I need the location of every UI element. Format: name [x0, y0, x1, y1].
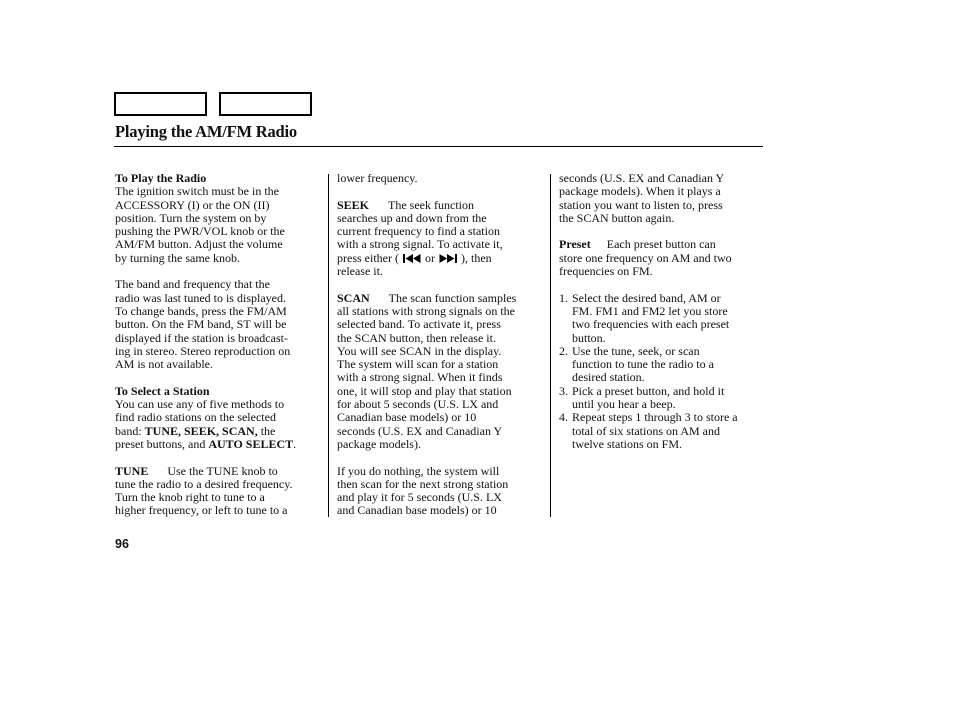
- list-item: 1. Select the desired band, AM or: [559, 290, 721, 305]
- text-line: The system will scan for a station: [337, 357, 499, 372]
- text-line: Canadian base models) or 10: [337, 410, 477, 425]
- text-line: and play it for 5 seconds (U.S. LX: [337, 490, 502, 505]
- text-line: You can use any of five methods to: [115, 397, 285, 412]
- text-line: The band and frequency that the: [115, 277, 270, 292]
- text-line: preset buttons, and AUTO SELECT.: [115, 436, 297, 451]
- text-line: TUNE Use the TUNE knob to: [115, 463, 278, 478]
- header-tab-box-2: [219, 92, 312, 116]
- title-divider: [114, 146, 763, 147]
- section-heading-select-station: To Select a Station: [115, 383, 210, 398]
- text-line: current frequency to find a station: [337, 224, 500, 239]
- list-item: 2. Use the tune, seek, or scan: [559, 343, 700, 358]
- text-line: station you want to listen to, press: [559, 197, 723, 212]
- text-line: then scan for the next strong station: [337, 476, 509, 491]
- text-line: all stations with strong signals on the: [337, 303, 515, 318]
- text-line: searches up and down from the: [337, 210, 487, 225]
- list-item-line: until you hear a beep.: [572, 397, 676, 412]
- text-line: AM is not available.: [115, 357, 213, 372]
- text-line: tune the radio to a desired frequency.: [115, 476, 293, 491]
- seek-label: SEEK: [337, 197, 370, 212]
- text-line: press either ( or ), then: [337, 250, 492, 265]
- text-line: with a strong signal. To activate it,: [337, 237, 503, 252]
- text-line: To change bands, press the FM/AM: [115, 303, 287, 318]
- list-item-line: twelve stations on FM.: [572, 436, 682, 451]
- list-item-line: desired station.: [572, 370, 645, 385]
- text-line: for about 5 seconds (U.S. LX and: [337, 397, 499, 412]
- text-line: store one frequency on AM and two: [559, 250, 732, 265]
- tune-label: TUNE: [115, 463, 149, 478]
- text-line: If you do nothing, the system will: [337, 463, 500, 478]
- text-line: radio was last tuned to is displayed.: [115, 290, 286, 305]
- text-line: AM/FM button. Adjust the volume: [115, 237, 283, 252]
- header-tab-box-1: [114, 92, 207, 116]
- text-line: by turning the same knob.: [115, 250, 240, 265]
- text-line: pushing the PWR/VOL knob or the: [115, 224, 285, 239]
- text-line: seconds (U.S. EX and Canadian Y: [559, 171, 725, 185]
- text-line: the SCAN button, then release it.: [337, 330, 496, 345]
- list-item-line: function to tune the radio to a: [572, 357, 714, 372]
- text-line: selected band. To activate it, press: [337, 317, 501, 332]
- text-line: one, it will stop and play that station: [337, 383, 512, 398]
- text-line: with a strong signal. When it finds: [337, 370, 503, 385]
- text-line: SEEK The seek function: [337, 197, 474, 212]
- text-column-1: [115, 172, 325, 518]
- text-line: position. Turn the system on by: [115, 210, 267, 225]
- text-line: button. On the FM band, ST will be: [115, 317, 287, 332]
- scan-label: SCAN: [337, 290, 370, 305]
- text-line: ing in stereo. Stereo reproduction on: [115, 343, 291, 358]
- page-title: Playing the AM/FM Radio: [115, 122, 297, 141]
- text-line: displayed if the station is broadcast-: [115, 330, 288, 345]
- preset-label: Preset: [559, 237, 591, 252]
- text-line: and Canadian base models) or 10: [337, 503, 497, 518]
- text-line: You will see SCAN in the display.: [337, 343, 502, 358]
- text-line: Preset Each preset button can: [559, 237, 716, 252]
- text-column-3: [559, 172, 764, 451]
- text-line: band: TUNE, SEEK, SCAN, the: [115, 423, 276, 438]
- text-line: ACCESSORY (I) or the ON (II): [115, 197, 270, 212]
- list-item-line: button.: [572, 330, 606, 345]
- text-line: higher frequency, or left to tune to a: [115, 503, 288, 518]
- text-column-2: [337, 172, 542, 518]
- text-line: SCAN The scan function samples: [337, 290, 517, 305]
- text-line: the SCAN button again.: [559, 210, 675, 225]
- text-line: frequencies on FM.: [559, 264, 653, 279]
- section-heading-play-radio: To Play the Radio: [115, 171, 207, 185]
- skip-back-icon: [403, 253, 421, 266]
- column-divider-1: [328, 174, 329, 517]
- text-line: find radio stations on the selected: [115, 410, 276, 425]
- page-number: 96: [115, 537, 129, 551]
- text-line: release it.: [337, 264, 383, 279]
- bold-auto-select: AUTO SELECT: [208, 436, 294, 451]
- skip-forward-icon: [439, 253, 457, 266]
- text-line: Turn the knob right to tune to a: [115, 490, 265, 505]
- bold-methods: TUNE, SEEK, SCAN,: [144, 423, 258, 438]
- column-divider-2: [550, 174, 551, 517]
- text-line: The ignition switch must be in the: [115, 184, 279, 199]
- text-line: lower frequency.: [337, 171, 418, 185]
- text-line: package models). When it plays a: [559, 184, 721, 199]
- text-line: seconds (U.S. EX and Canadian Y: [337, 423, 503, 438]
- text-line: package models).: [337, 436, 421, 451]
- list-item: 3. Pick a preset button, and hold it: [559, 383, 725, 398]
- list-item-line: FM. FM1 and FM2 let you store: [572, 303, 728, 318]
- list-item-line: two frequencies with each preset: [572, 317, 730, 332]
- list-item: 4. Repeat steps 1 through 3 to store a: [559, 410, 738, 425]
- list-item-line: total of six stations on AM and: [572, 423, 720, 438]
